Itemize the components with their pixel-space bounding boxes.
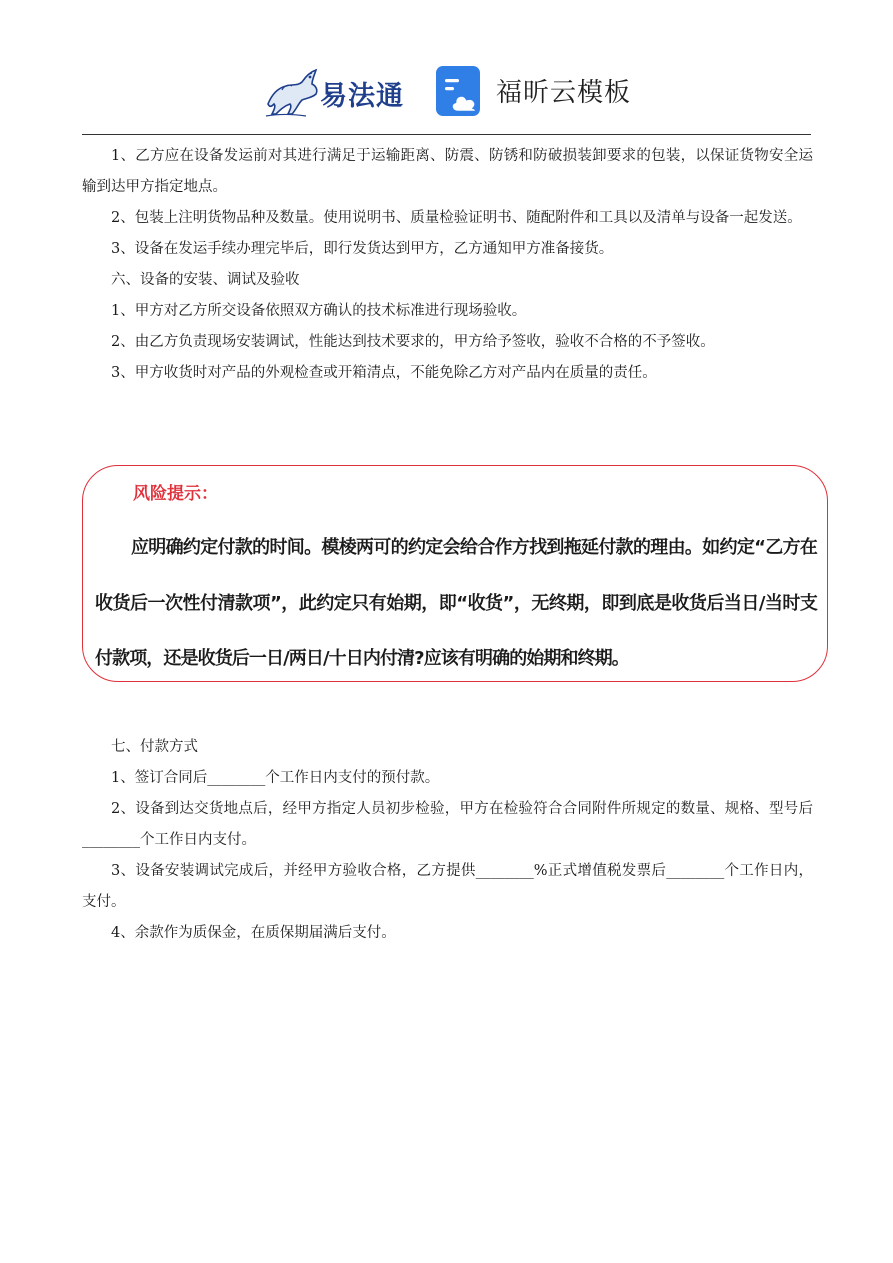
risk-notice-body: 应明确约定付款的时间。模棱两可的约定会给合作方找到拖延付款的理由。如约定“乙方在收货后一次性付清款项”，此约定只有始期，即“收货”，无终期，即到底是收货后当日/当时支付款项，还是收货后一日/两日/十日内付清?应该有明确的始期和终期。 [95,537,817,669]
section-payment-method [82,732,813,949]
paragraph: 3、甲方收货时对产品的外观检查或开箱清点，不能免除乙方对产品内在质量的责任。 [111,365,657,381]
yifatong-logo [262,64,417,120]
paragraph: 4、余款作为质保金，在质保期届满后支付。 [111,925,396,941]
paragraph: 3、设备在发运手续办理完毕后，即行发货达到甲方，乙方通知甲方准备接货。 [111,241,614,257]
paragraph: 1、签订合同后________个工作日内支付的预付款。 [111,770,440,786]
section-heading: 七、付款方式 [111,739,198,755]
risk-notice-title: 风险提示： [133,484,218,504]
risk-notice-box [82,465,828,682]
brand-right-text: 福昕云模板 [496,78,632,108]
paragraph: 1、乙方应在设备发运前对其进行满足于运输距离、防震、防锈和防破损装卸要求的包装，以保证货物安全运输到达甲方指定地点。 [82,148,813,195]
qilin-icon [262,64,324,120]
header-divider [82,134,811,135]
paragraph: 3、设备安装调试完成后，并经甲方验收合格，乙方提供________%正式增值税发票后________个工作日内，支付。 [82,863,813,910]
brand-left-text: 易法通 [320,81,404,112]
section-heading: 六、设备的安装、调试及验收 [111,272,300,288]
paragraph: 2、包装上注明货物品种及数量。使用说明书、质量检验证明书、随配附件和工具以及清单与设备一起发送。 [111,210,802,226]
document-header [0,58,893,122]
section-delivery-and-acceptance [82,141,813,389]
paragraph: 1、甲方对乙方所交设备依照双方确认的技术标准进行现场验收。 [111,303,527,319]
cloud-template-icon [436,66,486,116]
paragraph: 2、由乙方负责现场安装调试，性能达到技术要求的，甲方给予签收，验收不合格的不予签收。 [111,334,715,350]
paragraph: 2、设备到达交货地点后，经甲方指定人员初步检验，甲方在检验符合合同附件所规定的数量、规格、型号后________个工作日内支付。 [82,801,813,848]
